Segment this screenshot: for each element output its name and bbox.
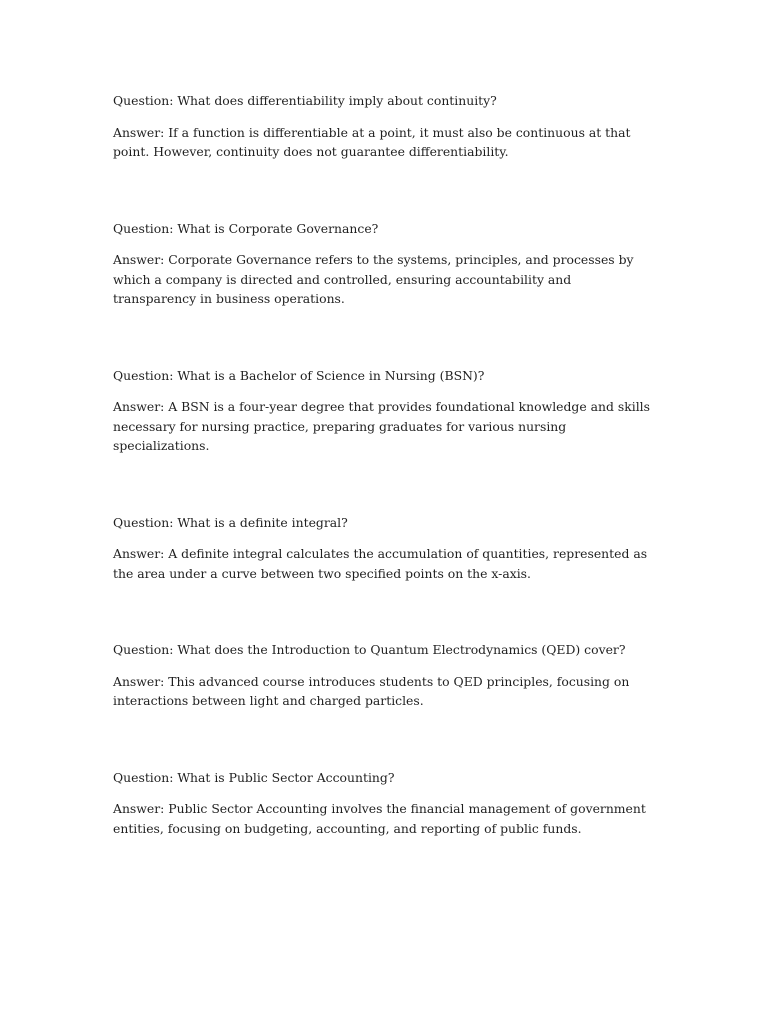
qa-item-5 xyxy=(113,640,673,711)
question-text: Question: What is a Bachelor of Science in Nursing (BSN)? xyxy=(113,367,485,383)
answer-text: Answer: A definite integral calculates the accumulation of quantities, represented as the area under a curve between two specified points on the x-axis. xyxy=(113,546,648,581)
answer-text: Answer: A BSN is a four-year degree that provides foundational knowledge and skills necessary for nursing practice, preparing graduates for various nursing specializations. xyxy=(113,399,650,453)
question-text: Question: What is Public Sector Accounting? xyxy=(113,769,395,785)
qa-item-6 xyxy=(113,768,673,839)
answer-text: Answer: This advanced course introduces students to QED principles, focusing on interactions between light and charged particles. xyxy=(113,673,630,708)
question-text: Question: What is Corporate Governance? xyxy=(113,220,379,236)
question-text: Question: What does the Introduction to Quantum Electrodynamics (QED) cover? xyxy=(113,642,626,657)
qa-item-4 xyxy=(113,513,673,584)
answer-text: Answer: Public Sector Accounting involves the financial management of government entities, focusing on budgeting, accounting, and reporting of public funds. xyxy=(113,801,646,836)
document-body xyxy=(113,91,673,838)
qa-item-3 xyxy=(113,366,673,456)
question-text: Question: What does differentiability imply about continuity? xyxy=(113,93,497,108)
qa-item-2 xyxy=(113,219,673,309)
qa-item-1 xyxy=(113,91,673,162)
answer-text: Answer: If a function is differentiable at a point, it must also be continuous at that point. However, continuity does not guarantee differentiability. xyxy=(113,124,631,159)
answer-text: Answer: Corporate Governance refers to the systems, principles, and processes by which a company is directed and controlled, ensuring accountability and transparency in business operations. xyxy=(113,252,634,306)
question-text: Question: What is a definite integral? xyxy=(113,514,348,530)
